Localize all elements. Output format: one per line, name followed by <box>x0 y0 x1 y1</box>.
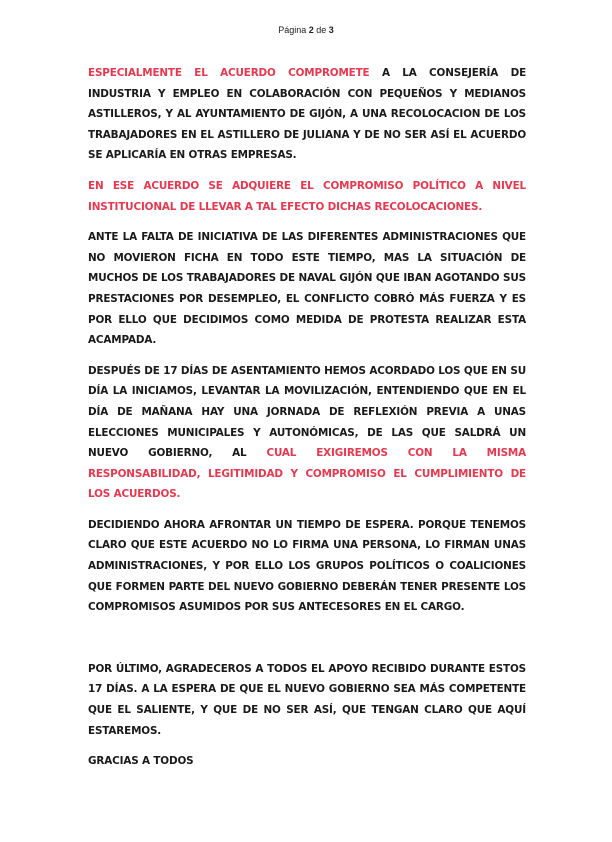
paragraph-lifting-mobilization <box>88 361 526 505</box>
paragraph-text: POR ÚLTIMO, AGRADECEROS A TODOS EL APOYO RECIBIDO DURANTE ESTOS 17 DÍAS. A LA ESPERA DE QUE EL NUEVO GOBIERNO SEA MÁS COMPETENTE QUE EL SALIENTE, Y QUE DE NO SER ASÍ, QUE TENGAN CLARO QUE AQUÍ ESTAREMOS. <box>88 662 526 737</box>
page-label: Página <box>278 25 309 35</box>
total-pages: 3 <box>328 25 334 35</box>
page-number-header <box>0 25 612 35</box>
highlighted-lead: ESPECIALMENTE EL ACUERDO COMPROMETE <box>88 67 370 79</box>
paragraph-political-commitment <box>88 176 526 217</box>
paragraph-commitment <box>88 63 526 166</box>
highlighted-text: EN ESE ACUERDO SE ADQUIERE EL COMPROMISO POLÍTICO A NIVEL INSTITUCIONAL DE LLEVAR A TAL EFECTO DICHAS RECOLOCACIONES. <box>88 179 526 213</box>
paragraph-text: DECIDIENDO AHORA AFRONTAR UN TIEMPO DE ESPERA. PORQUE TENEMOS CLARO QUE ESTE ACUERDO NO LO FIRMA UNA PERSONA, LO FIRMAN UNAS ADMINISTRACIONES, Y POR ELLO LOS GRUPOS POLÍTICOS O COALICIONES QUE FORMEN PARTE DEL NUEVO GOBIERNO DEBERÁN TENER PRESENTE LOS COMPROMISOS ASUMIDOS POR SUS ANTECESORES EN EL CARGO. <box>88 518 526 614</box>
paragraph-text: ANTE LA FALTA DE INICIATIVA DE LAS DIFERENTES ADMINISTRACIONES QUE NO MOVIERON FICHA EN TODO ESTE TIEMPO, MAS LA SITUACIÓN DE MUCHOS DE LOS TRABAJADORES DE NAVAL GIJÓN QUE IBAN AGOTANDO SUS PRESTACIONES POR DESEMPLEO, EL CONFLICTO COBRÓ MÁS FUERZA Y ES POR ELLO QUE DECIDIMOS COMO MEDIDA DE PROTESTA REALIZAR ESTA ACAMPADA. <box>88 231 526 347</box>
paragraph-background <box>88 227 526 351</box>
blank-spacer <box>88 628 526 659</box>
closing-text: GRACIAS A TODOS <box>88 755 194 768</box>
current-page: 2 <box>308 25 314 35</box>
page-of-label: de <box>313 25 329 35</box>
document-body <box>88 63 526 782</box>
closing-line <box>88 751 526 772</box>
paragraph-text: DESPUÉS DE 17 DÍAS DE ASENTAMIENTO HEMOS ACORDADO LOS QUE EN SU DÍA LA INICIAMOS, LEVANTAR LA MOVILIZACIÓN, ENTENDIENDO QUE EN EL DÍA DE MAÑANA HAY UNA JORNADA DE REFLEXIÓN PREVIA A UNAS ELECCIONES MUNICIPALES Y AUTONÓMICAS, DE LAS QUE SALDRÁ UN NUEVO GOBIERNO, AL <box>88 364 526 460</box>
paragraph-text: A LA CONSEJERÍA DE INDUSTRIA Y EMPLEO EN COLABORACIÓN CON PEQUEÑOS Y MEDIANOS ASTILLEROS, Y AL AYUNTAMIENTO DE GIJÓN, A UNA RECOLOCACION DE LOS TRABAJADORES EN EL ASTILLERO DE JULIANA Y DE NO SER ASÍ EL ACUERDO SE APLICARÍA EN OTRAS EMPRESAS. <box>88 67 527 162</box>
paragraph-waiting <box>88 515 526 618</box>
paragraph-thanks <box>88 659 526 741</box>
highlighted-tail: CUAL EXIGIREMOS CON LA MISMA RESPONSABILIDAD, LEGITIMIDAD Y COMPROMISO EL CUMPLIMIENTO DE LOS ACUERDOS. <box>88 447 526 501</box>
